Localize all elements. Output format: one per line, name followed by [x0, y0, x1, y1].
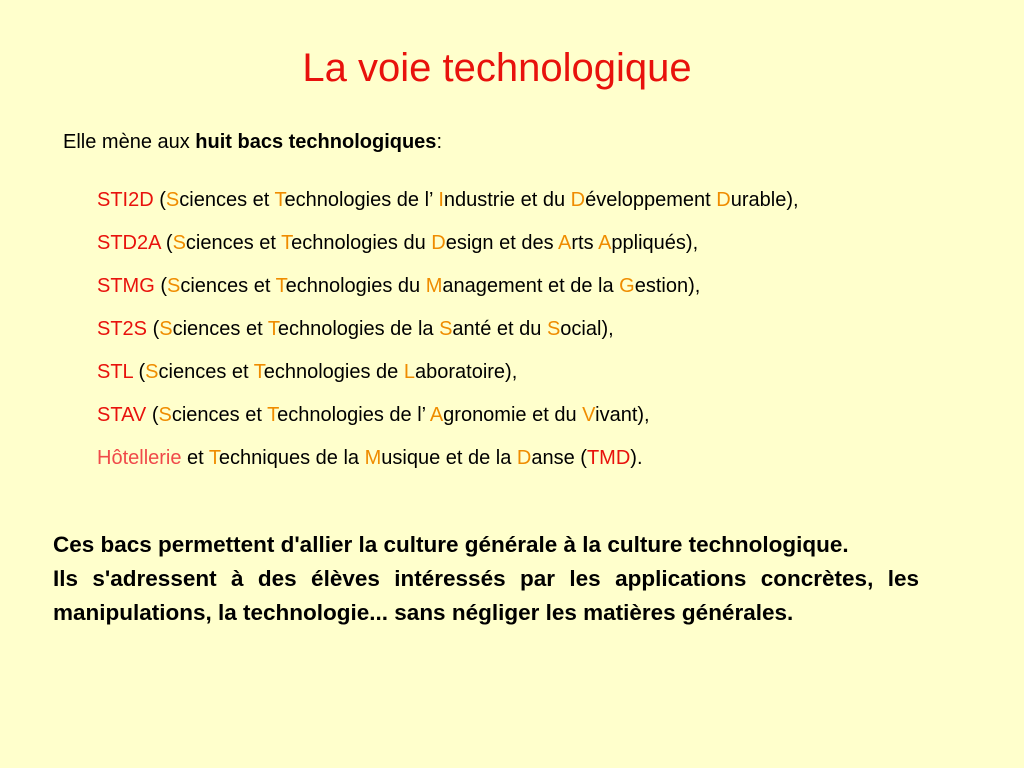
bac-list: [97, 186, 799, 487]
bac-initial: D: [570, 189, 586, 211]
bac-item-sti2d: [97, 186, 799, 229]
intro-emphasis: huit bacs technologiques: [195, 131, 437, 153]
bac-code: STMG: [97, 275, 155, 297]
bac-word: echnologies de la: [277, 318, 440, 340]
bac-word: gronomie et du: [443, 404, 583, 426]
bac-word: ivant: [595, 404, 638, 426]
bac-item-stav: [97, 401, 799, 444]
bac-word: echniques de la: [218, 447, 365, 469]
bac-initial: S: [158, 404, 172, 426]
bac-initial: I: [438, 189, 444, 211]
bac-word: echnologies de l’: [284, 189, 439, 211]
bac-word: urable: [730, 189, 787, 211]
bac-paren-open: (: [147, 318, 160, 340]
bac-word: ciences et: [172, 318, 268, 340]
bac-initial: S: [145, 361, 159, 383]
bac-word: éveloppement: [585, 189, 717, 211]
bac-paren-open: (: [132, 361, 146, 383]
bac-word: estion: [634, 275, 689, 297]
bac-item-stmg: [97, 272, 799, 315]
bac-word: ciences et: [180, 275, 276, 297]
summary-paragraph-2: Ils s'adressent à des élèves intéressés par les applications concrètes, les manipulations, la technologie... sans négliger les matières générales.: [53, 566, 919, 625]
intro-line: [63, 128, 442, 156]
bac-initial: T: [275, 275, 286, 297]
bac-initial: D: [716, 189, 731, 211]
bac-word: ppliqués: [611, 232, 686, 254]
bac-initial: L: [403, 361, 415, 383]
bac-initial: T: [267, 318, 278, 340]
bac-paren-close: ).: [630, 447, 643, 469]
bac-initial: M: [425, 275, 443, 297]
bac-word: ciences et: [185, 232, 282, 254]
intro-prefix: Elle mène aux: [63, 131, 196, 153]
bac-initial: T: [208, 447, 219, 469]
bac-item-std2a: [97, 229, 799, 272]
bac-initial: D: [431, 232, 446, 254]
bac-code: STD2A: [97, 232, 161, 254]
bac-paren-close: ),: [786, 189, 799, 211]
bac-code: STL: [97, 361, 133, 383]
page-title: La voie technologique: [302, 46, 692, 90]
bac-initial: T: [253, 361, 264, 383]
summary-paragraph-1: Ces bacs permettent d'allier la culture générale à la culture technologique.: [53, 532, 849, 557]
bac-code: Hôtellerie: [97, 447, 182, 469]
bac-word: ocial: [560, 318, 602, 340]
bac-paren-open: (: [154, 275, 167, 297]
bac-paren-open: (: [146, 404, 159, 426]
bac-code: ST2S: [97, 318, 148, 340]
bac-initial: T: [274, 189, 285, 211]
bac-word: ciences et: [158, 361, 254, 383]
bac-initial: T: [267, 404, 278, 426]
bac-word: anse (: [531, 447, 587, 469]
bac-item-st2s: [97, 315, 799, 358]
bac-paren-close: ),: [505, 361, 518, 383]
bac-initial: S: [165, 189, 180, 211]
bac-initial: G: [619, 275, 635, 297]
bac-word: ndustrie et du: [443, 189, 571, 211]
bac-word: echnologies du: [291, 232, 432, 254]
bac-word: anté et du: [452, 318, 547, 340]
bac-abbr: TMD: [586, 447, 631, 469]
bac-word: ciences et: [171, 404, 268, 426]
bac-word: echnologies de: [263, 361, 404, 383]
bac-initial: S: [172, 232, 186, 254]
bac-code: STAV: [97, 404, 147, 426]
bac-item-stl: [97, 358, 799, 401]
bac-initial: A: [558, 232, 572, 254]
bac-initial: M: [364, 447, 382, 469]
bac-code: STI2D: [97, 189, 154, 211]
bac-initial: D: [516, 447, 532, 469]
bac-word: rts: [571, 232, 599, 254]
bac-item-hotellerie-tmd: [97, 444, 799, 487]
bac-paren-close: ),: [601, 318, 614, 340]
bac-word: echnologies du: [285, 275, 426, 297]
bac-paren-close: ),: [688, 275, 701, 297]
bac-word: anagement et de la: [442, 275, 620, 297]
bac-word: ciences et: [179, 189, 275, 211]
bac-initial: S: [167, 275, 181, 297]
bac-word: aboratoire: [414, 361, 506, 383]
intro-suffix: :: [436, 131, 442, 153]
summary-block: [53, 528, 919, 630]
bac-word: usique et de la: [381, 447, 517, 469]
bac-initial: A: [429, 404, 444, 426]
bac-paren-close: ),: [637, 404, 650, 426]
bac-initial: S: [546, 318, 561, 340]
bac-initial: S: [439, 318, 453, 340]
bac-initial: S: [159, 318, 173, 340]
bac-paren-open: (: [153, 189, 166, 211]
bac-initial: A: [598, 232, 612, 254]
bac-initial: T: [281, 232, 292, 254]
bac-initial: V: [582, 404, 596, 426]
bac-paren-close: ),: [685, 232, 699, 254]
bac-word: echnologies de l’: [277, 404, 430, 426]
bac-word: esign et des: [445, 232, 559, 254]
bac-paren-open: (: [160, 232, 173, 254]
bac-connector: et: [181, 447, 209, 469]
